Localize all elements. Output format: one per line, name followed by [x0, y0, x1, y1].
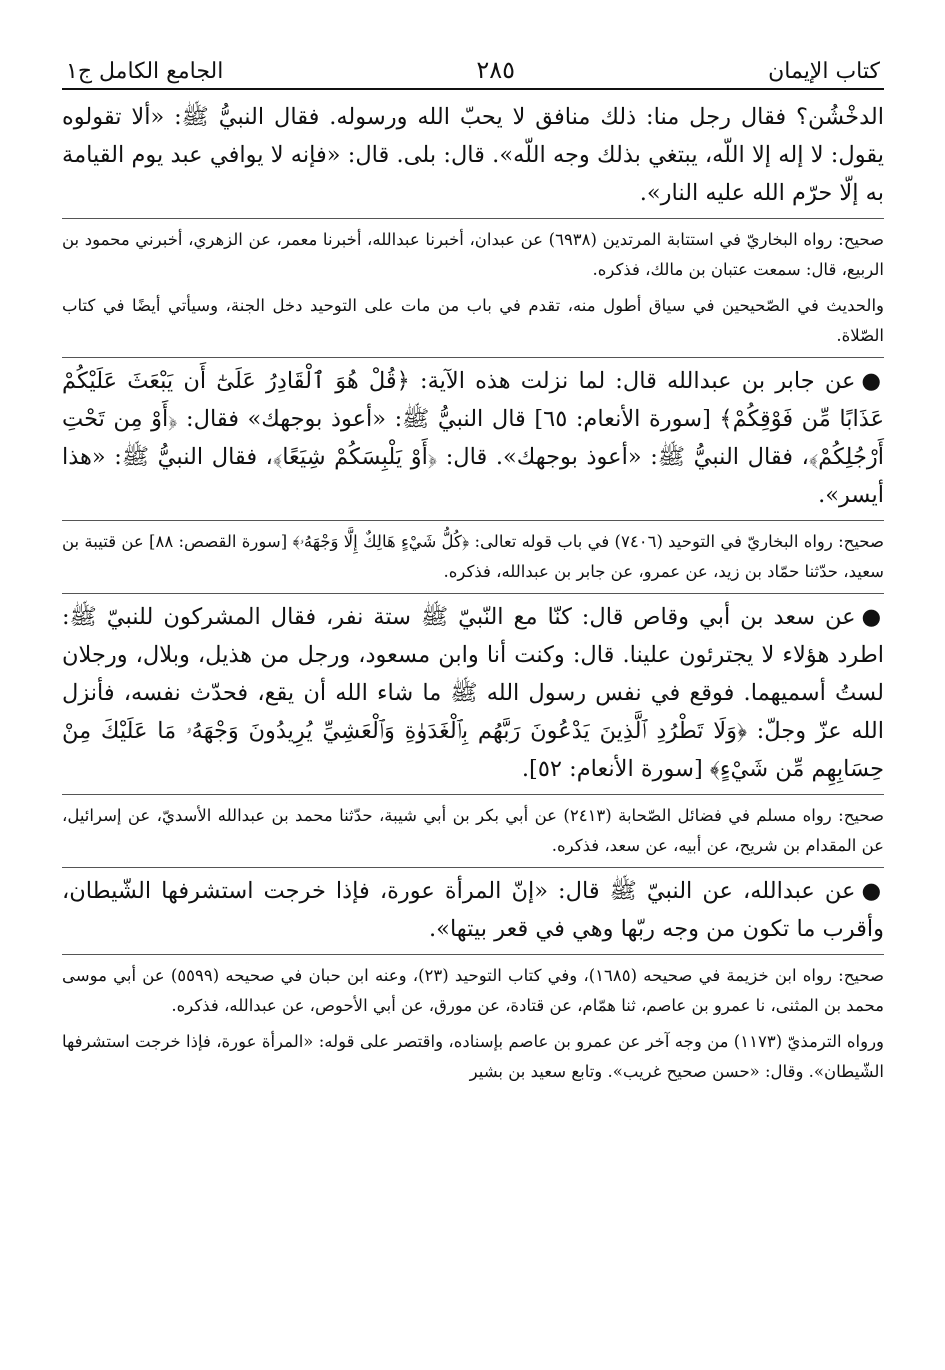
takhrij-note: صحيح: رواه ابن خزيمة في صحيحه (١٦٨٥)، وفي كتاب التوحيد (٢٣)، وعنه ابن حبان في صحيحه (٥٥٩٩) عن أبي موسى محمد بن المثنى، نا عمرو بن عاصم، ثنا همّام، عن قتادة، عن مورق، عن أبي الأحوص، عن عبدالله، فذكره.	[62, 966, 884, 1015]
hadith-continuation: الدخْشُن؟ فقال رجل منا: ذلك منافق لا يحبّ الله ورسوله. فقال النبيُّ ﷺ: «ألا تقولوه يقول: لا إله إلا اللّه، يبتغي بذلك وجه اللّه». قال: بلى. قال: «فإنه لا يوافي عبد يوم القيامة به إلّا حرّم الله عليه النار».	[62, 104, 884, 206]
header-rule	[62, 88, 884, 90]
page-number: ٢٨٥	[476, 56, 516, 84]
takhrij-note: صحيح: رواه مسلم في فضائل الصّحابة (٢٤١٣) عن أبي بكر بن أبي شيبة، حدّثنا محمد بن عبدالله الأسديّ، عن إسرائيل، عن المقدام بن شريح، عن أبيه، عن سعد، فذكره.	[62, 806, 884, 855]
chapter-title: كتاب الإيمان	[768, 59, 880, 84]
book-page	[62, 40, 884, 1087]
separator-line	[62, 794, 884, 795]
hadith-text: ●عن عبدالله، عن النبيّ ﷺ قال: «إنّ المرأة عورة، فإذا خرجت استشرفها الشّيطان، وأقرب ما تكون من وجه ربّها وهي في قعر بيتها».	[62, 878, 884, 942]
book-title: الجامع الكامل ج١	[66, 59, 224, 84]
takhrij-note: ورواه الترمذيّ (١١٧٣) من وجه آخر عن عمرو بن عاصم بإسناده، واقتصر على قوله: «المرأة عورة، فإذا خرجت استشرفها الشّيطان». وقال: «حسن صحيح غريب». وتابع سعيد بن بشير	[62, 1032, 885, 1081]
takhrij-note: صحيح: رواه البخاريّ في التوحيد (٧٤٠٦) في باب قوله تعالى: ﴿كُلُّ شَيْءٍ هَالِكٌ إِلَّا وَجْهَهُۥ﴾ [سورة القصص: ٨٨] عن قتيبة بن سعيد، حدّثنا حمّاد بن زيد، عن عمرو، عن جابر بن عبدالله، فذكره.	[62, 532, 884, 581]
separator-line	[62, 954, 884, 955]
separator-line	[62, 867, 884, 868]
page-header	[62, 40, 884, 84]
bullet-icon: ●	[861, 878, 884, 904]
hadith-text: ●عن جابر بن عبدالله قال: لما نزلت هذه الآية: ﴿قُلْ هُوَ ٱلْقَادِرُ عَلَىٰٓ أَن يَبْعَثَ عَلَيْكُمْ عَذَابًا مِّن فَوْقِكُمْ﴾ [سورة الأنعام: ٦٥] قال النبيُّ ﷺ: «أعوذ بوجهك» فقال: ﴿أَوْ مِن تَحْتِ أَرْجُلِكُمْ﴾، فقال النبيُّ ﷺ: «أعوذ بوجهك». قال: ﴿أَوْ يَلْبِسَكُمْ شِيَعًا﴾، فقال النبيُّ ﷺ: «هذا أيسر».	[62, 368, 884, 508]
separator-line	[62, 520, 884, 521]
bullet-icon: ●	[861, 368, 884, 394]
separator-line	[62, 218, 884, 219]
bullet-icon: ●	[861, 604, 884, 630]
takhrij-note: والحديث في الصّحيحين في سياق أطول منه، تقدم في باب من مات على التوحيد دخل الجنة، وسيأتي أيضًا في كتاب الصّلاة.	[62, 296, 884, 345]
hadith-text: ●عن سعد بن أبي وقاص قال: كنّا مع النّبيّ ﷺ ستة نفر، فقال المشركون للنبيّ ﷺ: اطرد هؤلاء لا يجترئون علينا. قال: وكنت أنا وابن مسعود، ورجل من هذيل، وبلال، ورجلان لستُ أسميهما. فوقع في نفس رسول الله ﷺ ما شاء الله أن يقع، فحدّث نفسه، فأنزل الله عزّ وجلّ: ﴿وَلَا تَطْرُدِ ٱلَّذِينَ يَدْعُونَ رَبَّهُم بِٱلْغَدَوٰةِ وَٱلْعَشِيِّ يُرِيدُونَ وَجْهَهُۥ مَا عَلَيْكَ مِنْ حِسَابِهِم مِّن شَيْءٍ﴾ [سورة الأنعام: ٥٢].	[62, 604, 884, 782]
separator-line	[62, 357, 884, 358]
takhrij-note: صحيح: رواه البخاريّ في استتابة المرتدين (٦٩٣٨) عن عبدان، أخبرنا عبدالله، أخبرنا معمر، عن الزهري، أخبرني محمود بن الربيع، قال: سمعت عتبان بن مالك، فذكره.	[62, 230, 884, 279]
separator-line	[62, 593, 884, 594]
